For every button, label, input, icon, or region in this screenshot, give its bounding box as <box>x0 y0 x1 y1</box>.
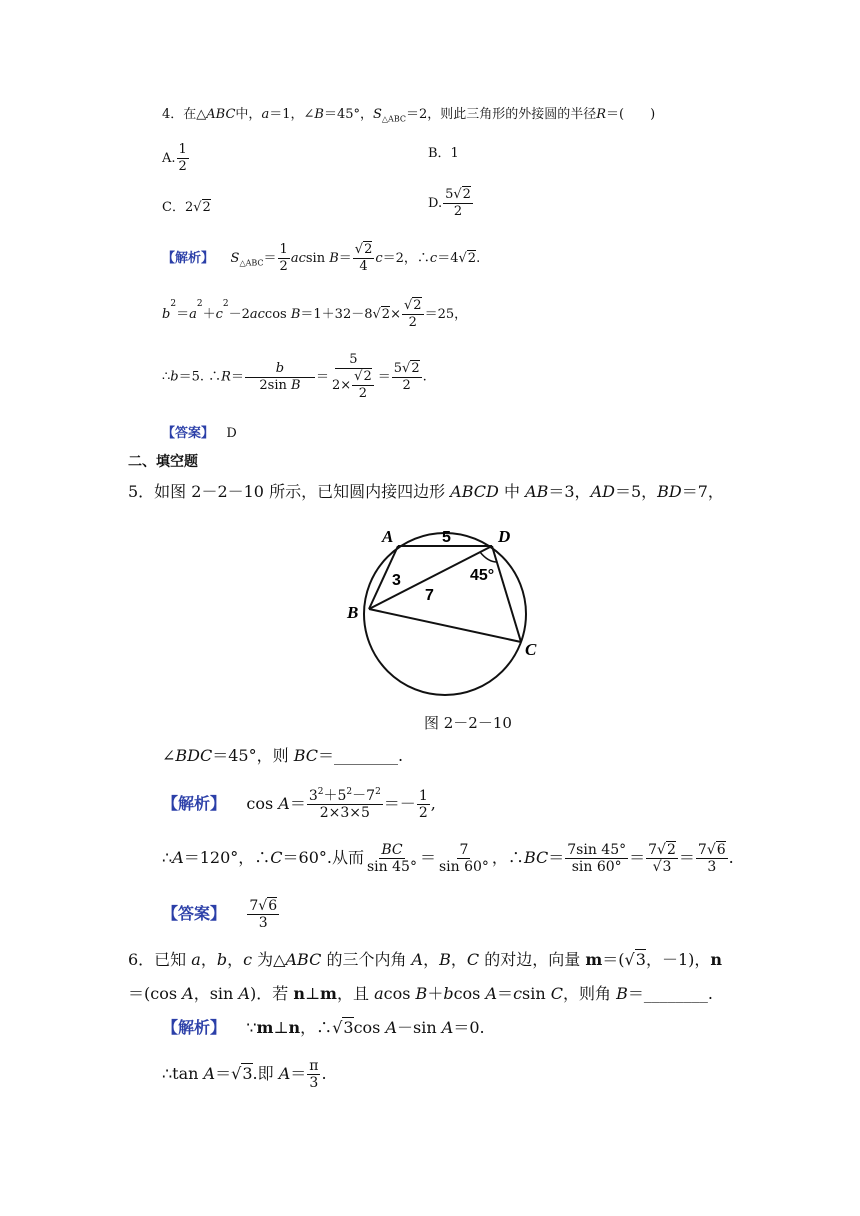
q5-analysis-line2: ∴A＝120°，∴C＝60°.从而 $\frac{BC}{\sin 45^\circ}$ ＝ $\frac{7}{\sin 60^\circ}$ ，∴BC＝ $\frac{7\sin 45^\circ}{\sin 60^\circ}$ ＝ $\frac{7√2}{√3}$ ＝ $\frac{7√6}{3}$ . <box>162 842 734 875</box>
q5-answer: 【答案】 $\frac{7√6}{3}$ <box>162 898 278 931</box>
section-heading: 二、填空题 <box>128 454 198 470</box>
q5-stem: 5．如图 2－2－10 所示，已知圆内接四边形 ABCD 中 AB＝3，AD＝5，BD＝7， <box>128 482 724 501</box>
label-d: D <box>498 527 511 546</box>
q6-stem-line1: 6．已知 a，b，c 为△ABC 的三个内角 A，B，C 的对边，向量 m＝(√3，－1)，n <box>128 950 723 969</box>
length-bd: 7 <box>425 587 434 604</box>
q6-stem-line2: ＝(cos A，sin A)．若 n⊥m，且 acos B＋bcos A＝csin C，则角 B＝________. <box>128 984 713 1003</box>
angle-label: 45° <box>470 567 495 584</box>
label-b: B <box>347 603 359 622</box>
q4-option-b: B．1 <box>428 146 459 161</box>
q4-stem: 4．在△ABC中，a＝1，∠B＝45°，$S_{\triangle ABC}=2$，则此三角形的外接圆的半径R＝( ) <box>162 107 656 124</box>
q5-analysis-line1: 【解析】 cos A＝ $\frac{3^2+5^2-7^2}{2\times 3\times 5}$ ＝－ $\frac{1}{2}$ , <box>162 787 436 821</box>
q4-analysis-line1: 【解析】 $S_{\triangle ABC}=$ $\frac{1}{2}$ acsin B＝ $\frac{√2}{4}$ c＝2，∴c＝4√2. <box>162 242 481 274</box>
q4-option-a: A. $\frac{1}{2}$ <box>162 142 187 174</box>
q6-analysis-line1: 【解析】 ∵m⊥n，∴√3cos A－sin A＝0. <box>162 1018 485 1037</box>
q4-analysis-line2: $b^2=a^2+c^2-2accos$ B＝1＋32－8√2× $\frac{√2}{2}$ ＝25， <box>162 298 468 330</box>
q4-option-c: C．2√2 <box>162 200 211 215</box>
q4-analysis-line3: ∴b＝5. ∴R＝ $\frac{b}{\text{2sin B}}$ ＝ 5 2× $\frac{√2}{2}$ ＝ $\frac{5√2}{2}$ . <box>162 352 427 401</box>
q4-answer: 【答案】 D <box>162 426 237 441</box>
length-ab: 3 <box>392 572 401 589</box>
label-a: A <box>382 527 394 546</box>
length-ad: 5 <box>442 529 451 546</box>
q5-stem-line2: ∠BDC＝45°，则 BC＝________. <box>162 746 404 765</box>
figure-caption: 图 2－2－10 <box>424 714 512 732</box>
q6-analysis-line2: ∴tan A＝√3.即 A＝ $\frac{\pi}{3}$ . <box>162 1058 327 1091</box>
label-c: C <box>525 640 537 659</box>
q4-option-d: D. $\frac{5√2}{2}$ <box>428 187 471 219</box>
side-bc <box>369 609 521 642</box>
q5-figure <box>330 518 560 698</box>
